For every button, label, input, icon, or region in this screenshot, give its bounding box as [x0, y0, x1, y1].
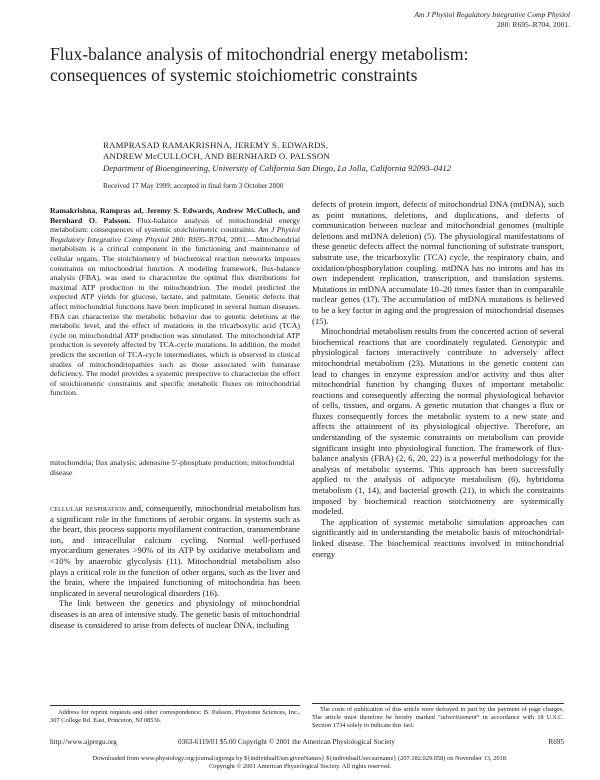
- footer-copyright: 0363-6119/01 $5.00 Copyright © 2001 the American Physiological Society: [178, 738, 396, 746]
- author-line-2: ANDREW McCULLOCH, AND BERNHARD O. PALSSON: [103, 151, 330, 161]
- lead-small-caps: cellular respiration: [50, 503, 127, 513]
- author-list: [103, 140, 573, 162]
- paragraph-text: and, consequently, mitochondrial metabolism has a significant role in the functions of aerobic organs. In systems such as the heart, this process supports myofilament contraction, transmembrane ion, and intracellular calcium cycling. Normal well-perfused myocardium generates >90% of its ATP by oxidative metabolism and <10% by anaerobic glycolysis (11). Mitochondrial metabolism also plays a critical role in the function of other organs, such as the liver and the brain, where the impaired functioning of mitochondria has been implicated in several neurological disorders (16).: [50, 503, 300, 598]
- footer: [50, 738, 564, 748]
- paragraph: The link between the genetics and physiology of mitochondrial diseases is an area of intensive study. The genetic basis of mitochondrial disease is considered to arise from defects of nuclear DNA, including: [50, 598, 300, 630]
- footnote-correspondence: Address for reprint requests and other correspondence: B. Palsson, Physiome Sciences, Inc., 307 College Rd. East, Princeton, NJ 08536.: [50, 709, 300, 724]
- journal-pages: 280: R695–R704, 2001.: [497, 20, 570, 29]
- abstract-text: 280: R695–R704, 2001.—Mitochondrial metabolism is a critical component in the functioning and maintenance of cellular organs. The stoichiometry of biochemical reaction networks imposes constraints on mitochondrial function. A modeling framework, flux-balance analysis (FBA), was used to characterize the optimal flux distributions for maximal ATP production in the mitochondrion. The model predicted the expected ATP yields for glucose, lactate, and palmitate. Genetic defects that affect mitochondrial functions have been implicated in several human diseases. FBA can characterize the metabolic behavior due to genetic deletions at the metabolic level, and the effect of mutations in the tricarboxylic acid (TCA) cycle on mitochondrial ATP production was simulated. The mitochondrial ATP production is severely affected by TCA-cycle mutations. In addition, the model predicts the secretion of TCA-cycle intermediates, which is observed in clinical studies of mitochondriopathies such as those associated with fumarase deficiency. The model provides a systemic perspective to characterize the effect of stoichiometric constraints and specific metabolic fluxes on mitochondrial function.: [50, 234, 300, 398]
- footnote-rule-left: [50, 705, 300, 706]
- download-notice: [0, 755, 600, 771]
- body-column-right: [312, 199, 564, 559]
- journal-name: Am J Physiol Regulatory Integrative Comp Physiol: [414, 10, 570, 19]
- footnote-advertisement: advertisement: [440, 714, 477, 721]
- paragraph: Mitochondrial metabolism results from the concerted action of several biochemical reactions that are coordinately regulated. Genotypic and physiological factors interactively contribute to adversely affect mitochondrial metabolism (23). Mutations in the genetic content can lead to changes in enzyme expression and/or activity and thus alter mitochondrial function by changing fluxes of important metabolic reactions and consequently affecting the normal physiological behavior of cells, tissues, and organs. A genetic mutation that changes a flux or fluxes consequently forces the metabolic system to a new state and affects the attainment of its physiological objective. Therefore, an understanding of the systemic constraints on metabolism can provide significant insight into physiological function. The framework of flux-balance analysis (FBA) (2, 6, 20, 22) is a powerful methodology for the analysis of metabolic systems. This approach has been successfully applied to the analysis of adipocyte metabolism (6), hybridoma metabolism (1, 14), and bacterial growth (21), in which the constraints imposed by biochemical reaction stoichiometry are systemically modeled.: [312, 326, 564, 517]
- body-column-left: [50, 503, 300, 630]
- affiliation: Department of Bioengineering, University of California San Diego, La Jolla, California 92093–0412: [103, 163, 452, 173]
- footnote-rule-right: [312, 703, 564, 704]
- abstract-authors: Ramakrishna, Rampras ad, Jeremy S. Edwards, Andrew McCulloch, and Bernhard O. Palsson.: [50, 206, 300, 225]
- keywords: mitochondria; flux analysis; adenosine 5′-phosphate production; mitochondrial disease: [50, 458, 295, 477]
- footnote-page-charges: [312, 706, 564, 730]
- author-line-1: RAMPRASAD RAMAKRISHNA, JEREMY S. EDWARDS,: [103, 140, 329, 150]
- article-title: Flux-balance analysis of mitochondrial energy metabolism: consequences of systemic stoichiometric constraints: [50, 44, 469, 85]
- footnote-text: ” in accordance with 18 U.S.C. Section 1734 solely to indicate this fact.: [312, 714, 564, 729]
- abstract: [50, 206, 300, 398]
- received-date: Received 17 May 1999; accepted in final form 3 October 2000: [103, 182, 284, 190]
- footnote-text: The costs of publication of this article were defrayed in part by the payment of page charges. The article must therefore be hereby marked “: [312, 706, 564, 721]
- download-line-2: Copyright © 2001 American Physiological Society. All rights reserved.: [209, 763, 391, 770]
- paragraph: The application of systemic metabolic simulation approaches can significantly aid in understanding the metabolic basis of mitochondrial-linked disease. The biochemical reactions involved in mitochondrial energy: [312, 516, 564, 559]
- abstract-journal: Am J Physiol Regulatory Integrative Comp Physiol: [50, 225, 300, 244]
- paragraph: [50, 503, 300, 598]
- paragraph: defects of protein import, defects of mitochondrial DNA (mtDNA), such as point mutations, deletions, and duplications, and defects of communication between nuclear and mitochondrial genomes (multiple deletions and mtDNA deletion) (5). The physiological manifestations of these genetic defects affect the normal functioning of substrate transport, substrate use, the tricarboxylic (TCA) cycle, the respiratory chain, and oxidation/phosphorylation coupling. mtDNA has no introns and has its own independent replication, transcription, and translation systems. Mutations in mtDNA accumulate 10–20 times faster than in comparable nuclear genes (17). The accumulation of mtDNA mutations is believed to be a key factor in aging and the progression of mitochondrial diseases (15).: [312, 199, 564, 326]
- download-line-1: Downloaded from www.physiology.org/journal/ajpregu by ${individualUser.givenNames} ${individualUser.surname} (207.182.029.058) on November 13, 2018.: [92, 755, 508, 762]
- footer-page-number: R695: [548, 738, 564, 746]
- journal-header: [210, 10, 570, 30]
- abstract-title: Flux-balance analysis of mitochondrial energy metabolism: consequences of systemic stoichiometric constraints.: [50, 215, 300, 235]
- footer-url[interactable]: http://www.ajpregu.org: [50, 738, 117, 746]
